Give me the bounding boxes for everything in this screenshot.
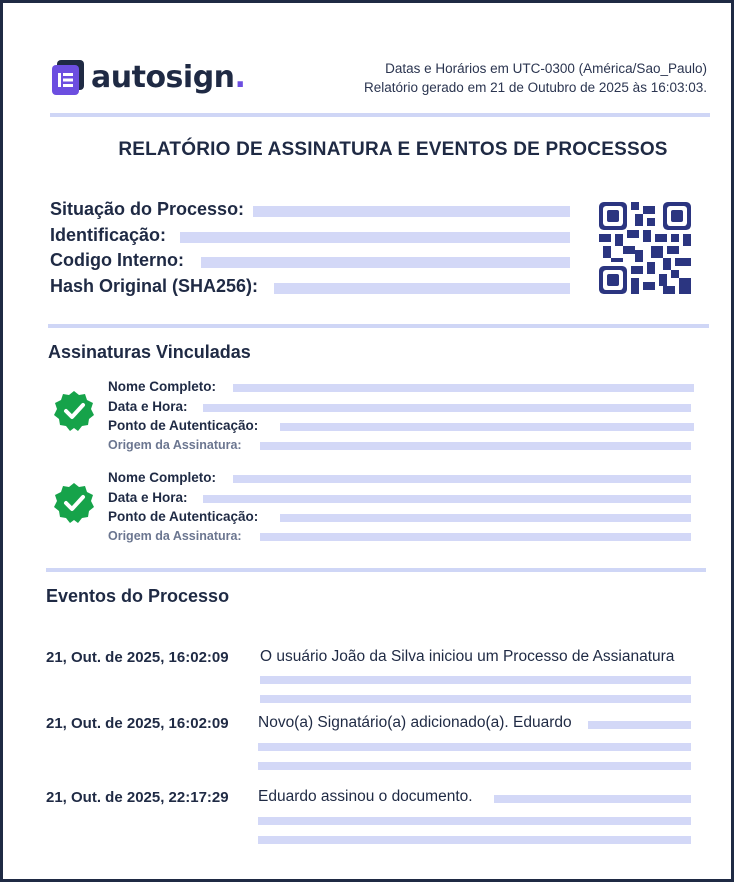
redacted-event-detail <box>258 817 691 825</box>
event-description: Eduardo assinou o documento. <box>258 788 473 805</box>
report-meta <box>364 59 707 97</box>
signatures-section-title: Assinaturas Vinculadas <box>48 342 251 362</box>
redacted-event-detail <box>260 676 691 684</box>
event-date: 21, Out. de 2025, 16:02:09 <box>46 649 229 666</box>
redacted-identification <box>180 232 570 243</box>
signer-datetime-label: Data e Hora: <box>108 490 188 505</box>
redacted-signer-name <box>233 475 691 483</box>
events-section-title: Eventos do Processo <box>46 586 230 606</box>
redacted-signer-auth <box>280 423 694 431</box>
redacted-signer-auth <box>280 514 691 522</box>
logo-wordmark: autosign. <box>91 59 246 95</box>
divider <box>46 568 706 572</box>
qr-code <box>599 202 691 294</box>
redacted-hash <box>274 283 570 294</box>
redacted-internal-code <box>201 257 570 268</box>
signer-name-label: Nome Completo: <box>108 379 216 394</box>
generated-line: Relatório gerado em 21 de Outubro de 2025 às 16:03:03. <box>364 80 707 95</box>
redacted-event-detail <box>258 743 691 751</box>
verified-badge-icon <box>53 390 95 432</box>
redacted-event-detail <box>258 836 691 844</box>
signer-origin-label: Origem da Assinatura: <box>108 438 242 452</box>
signer-auth-label: Ponto de Autenticação: <box>108 418 259 433</box>
timezone-line: Datas e Horários em UTC-0300 (América/Sao_Paulo) <box>385 61 707 76</box>
event-description: O usuário João da Silva iniciou um Processo de Assianatura <box>260 648 675 665</box>
signer-name-label: Nome Completo: <box>108 470 216 485</box>
redacted-signer-datetime <box>203 404 691 412</box>
event-date: 21, Out. de 2025, 22:17:29 <box>46 789 229 806</box>
divider <box>50 113 710 117</box>
internal-code-label: Codigo Interno: <box>50 250 184 270</box>
redacted-event-detail <box>258 762 691 770</box>
redacted-signer-origin <box>260 442 691 450</box>
autosign-logo <box>51 59 245 95</box>
page-title: RELATÓRIO DE ASSINATURA E EVENTOS DE PROCESSOS <box>118 139 668 160</box>
redacted-signer-datetime <box>203 495 691 503</box>
identification-label: Identificação: <box>50 225 167 245</box>
signer-auth-label: Ponto de Autenticação: <box>108 509 259 524</box>
divider <box>48 324 709 328</box>
signer-origin-label: Origem da Assinatura: <box>108 529 242 543</box>
redacted-event-detail <box>588 721 691 729</box>
status-label: Situação do Processo: <box>50 199 245 219</box>
redacted-signer-name <box>233 384 694 392</box>
verified-badge-icon <box>53 482 95 524</box>
signer-datetime-label: Data e Hora: <box>108 399 188 414</box>
event-description: Novo(a) Signatário(a) adicionado(a). Eduardo <box>258 714 572 731</box>
hash-label: Hash Original (SHA256): <box>50 276 259 296</box>
redacted-signer-origin <box>260 533 691 541</box>
redacted-event-detail <box>260 695 691 703</box>
redacted-status <box>253 206 570 217</box>
document-icon <box>51 59 83 95</box>
event-date: 21, Out. de 2025, 16:02:09 <box>46 715 229 732</box>
redacted-event-detail <box>494 795 691 803</box>
